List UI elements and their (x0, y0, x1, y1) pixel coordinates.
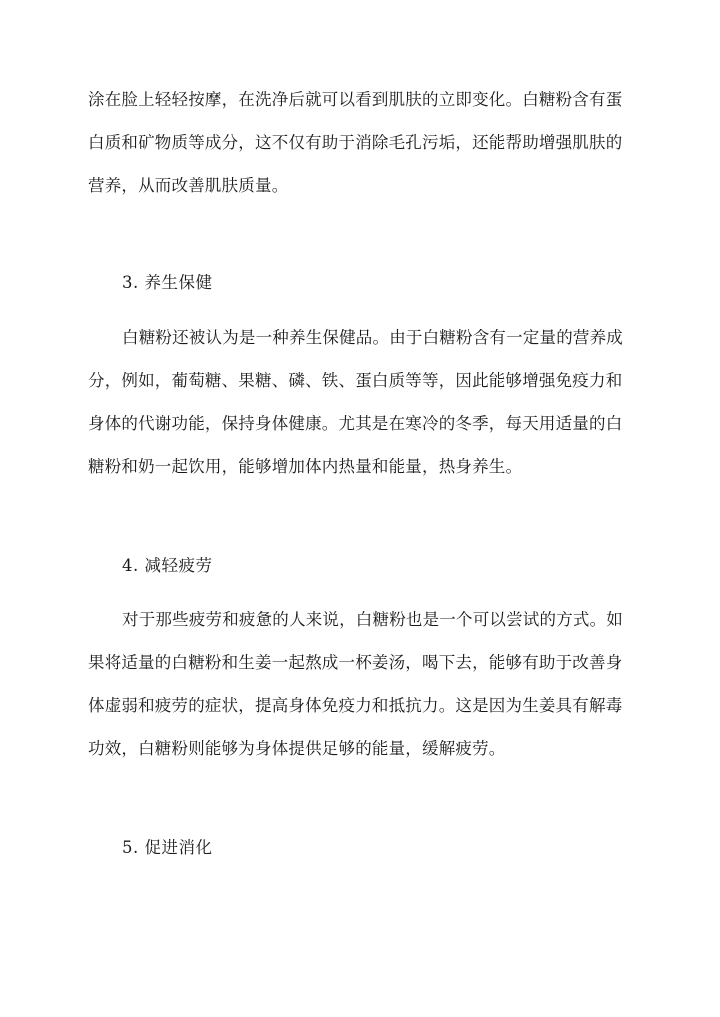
section-heading: 4. 减轻疲劳 (122, 556, 213, 575)
section-heading: 5. 促进消化 (122, 838, 213, 857)
paragraph-line: 功效，白糖粉则能够为身体提供足够的能量，缓解疲劳。 (88, 739, 506, 758)
paragraph-line: 涂在脸上轻轻按摩，在洗净后就可以看到肌肤的立即变化。白糖粉含有蛋 (88, 90, 623, 109)
paragraph-line: 营养，从而改善肌肤质量。 (88, 176, 289, 195)
paragraph-line: 白糖粉还被认为是一种养生保健品。由于白糖粉含有一定量的营养成 (122, 328, 623, 347)
paragraph-line: 糖粉和奶一起饮用，能够增加体内热量和能量，热身养生。 (88, 457, 523, 476)
paragraph-line: 身体的代谢功能，保持身体健康。尤其是在寒冷的冬季，每天用适量的白 (88, 414, 623, 433)
paragraph-line: 体虚弱和疲劳的症状，提高身体免疫力和抵抗力。这是因为生姜具有解毒 (88, 696, 623, 715)
paragraph-line: 果将适量的白糖粉和生姜一起熬成一杯姜汤，喝下去，能够有助于改善身 (88, 653, 623, 672)
paragraph-line: 白质和矿物质等成分，这不仅有助于消除毛孔污垢，还能帮助增强肌肤的 (88, 133, 623, 152)
section-heading: 3. 养生保健 (122, 273, 213, 292)
paragraph-line: 分，例如，葡萄糖、果糖、磷、铁、蛋白质等等，因此能够增强免疫力和 (88, 371, 623, 390)
paragraph-line: 对于那些疲劳和疲惫的人来说，白糖粉也是一个可以尝试的方式。如 (122, 610, 623, 629)
